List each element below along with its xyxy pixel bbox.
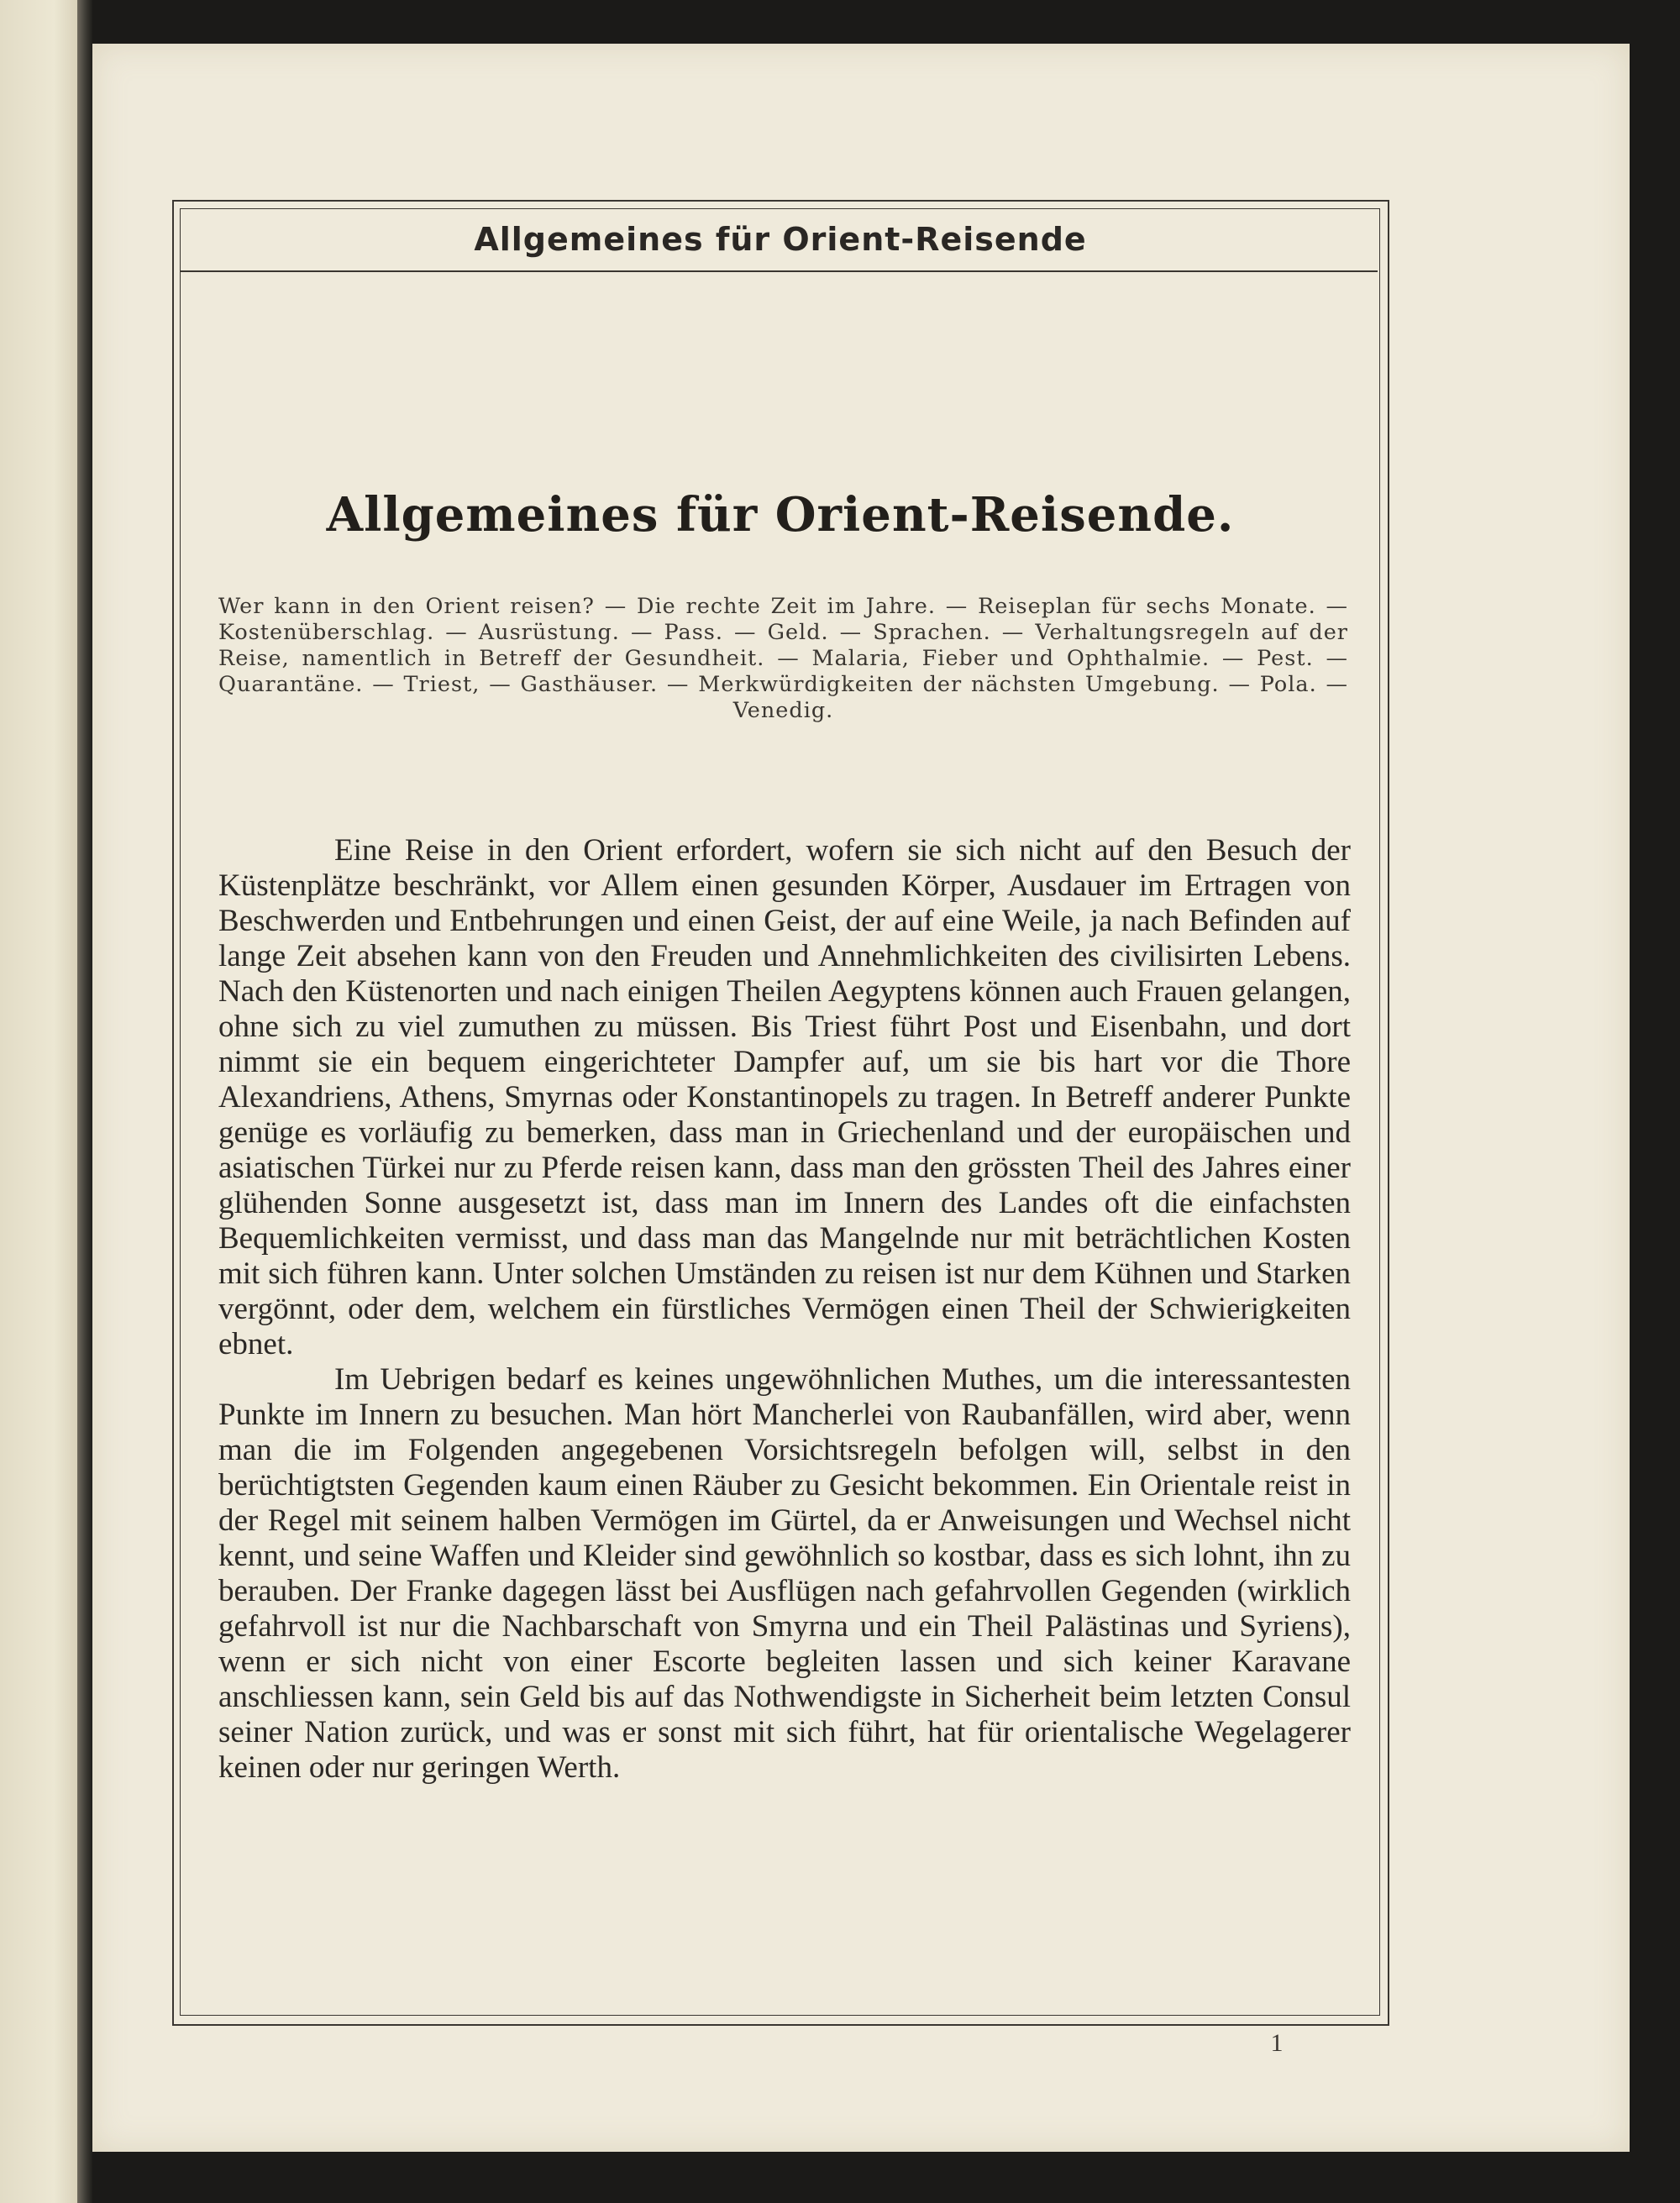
running-head: Allgemeines für Orient-Reisende [474,221,1087,258]
page-bottom-shadow [92,2152,1680,2203]
facing-page-edge [0,0,77,2203]
book-page [92,44,1630,2152]
book-gutter [77,0,92,2203]
paragraph: Im Uebrigen bedarf es keines ungewöhnlichen Muthes, um die interessantesten Punkte im Innern zu besuchen. Man hört Mancherlei von Raubanfällen, wird aber, wenn man die im Folgenden angegebenen Vorsichtsregeln befolgen will, selbst in den berüchtigtsten Gegenden kaum einen Räuber zu Gesicht bekommen. Ein Orientale reist in der Regel mit seinem halben Vermögen im Gürtel, da er Anweisungen und Wechsel nicht kennt, und seine Waffen und Kleider sind gewöhnlich so kostbar, dass es sich lohnt, ihn zu berauben. Der Franke dagegen lässt bei Ausflügen nach gefahrvollen Gegenden (wirklich gefahrvoll ist nur die Nachbarschaft von Smyrna und ein Theil Palästinas und Syriens), wenn er sich nicht von einer Escorte begleiten lassen und sich keiner Karavane anschliessen kann, sein Geld bis auf das Nothwendigste in Sicherheit beim letzten Consul seiner Nation zurück, und was er sonst mit sich führt, hat für orientalische Wegelagerer keinen oder nur geringen Werth. [218,1362,1351,1785]
chapter-title: Allgemeines für Orient-Reisende. [326,487,1235,543]
paragraph: Eine Reise in den Orient erfordert, wofern sie sich nicht auf den Besuch der Küstenplätze beschränkt, vor Allem einen gesunden Körper, Ausdauer im Ertragen von Beschwerden und Entbehrungen und einen Geist, der auf eine Weile, ja nach Befinden auf lange Zeit absehen kann von den Freuden und Annehmlichkeiten des civilisirten Lebens. Nach den Küstenorten und nach einigen Theilen Aegyptens können auch Frauen gelangen, ohne sich zu viel zumuthen zu müssen. Bis Triest führt Post und Eisenbahn, und dort nimmt sie ein bequem eingerichteter Dampfer auf, um sie bis hart vor die Thore Alexandriens, Athens, Smyrnas oder Konstantinopels zu tragen. In Betreff anderer Punkte genüge es vorläufig zu bemerken, dass man in Griechenland und der europäischen und asiatischen Türkei nur zu Pferde reisen kann, dass man den grössten Theil des Jahres einer glühenden Sonne ausgesetzt ist, dass man im Innern des Landes oft die einfachsten Bequemlichkeiten vermisst, und dass man das Mangelnde nur mit beträchtlichen Kosten mit sich führen kann. Unter solchen Umständen zu reisen ist nur dem Kühnen und Starken vergönnt, oder dem, welchem ein fürstliches Vermögen einen Theil der Schwierigkeiten ebnet. [218,833,1351,1361]
body-text [218,833,1351,1786]
page-number: 1 [1270,2029,1284,2057]
chapter-summary: Wer kann in den Orient reisen? — Die rechte Zeit im Jahre. — Reiseplan für sechs Monate. — Kostenüberschlag. — Ausrüstung. — Pass. — Geld. — Sprachen. — Verhaltungsregeln auf der Reise, namentlich in Betreff der Gesundheit. — Malaria, Fieber und Ophthalmie. — Pest. — Quarantäne. — Triest, — Gasthäuser. — Merkwürdigkeiten der nächsten Umgebung. — Pola. — Venedig. [218,594,1348,723]
header-rule [181,270,1378,272]
